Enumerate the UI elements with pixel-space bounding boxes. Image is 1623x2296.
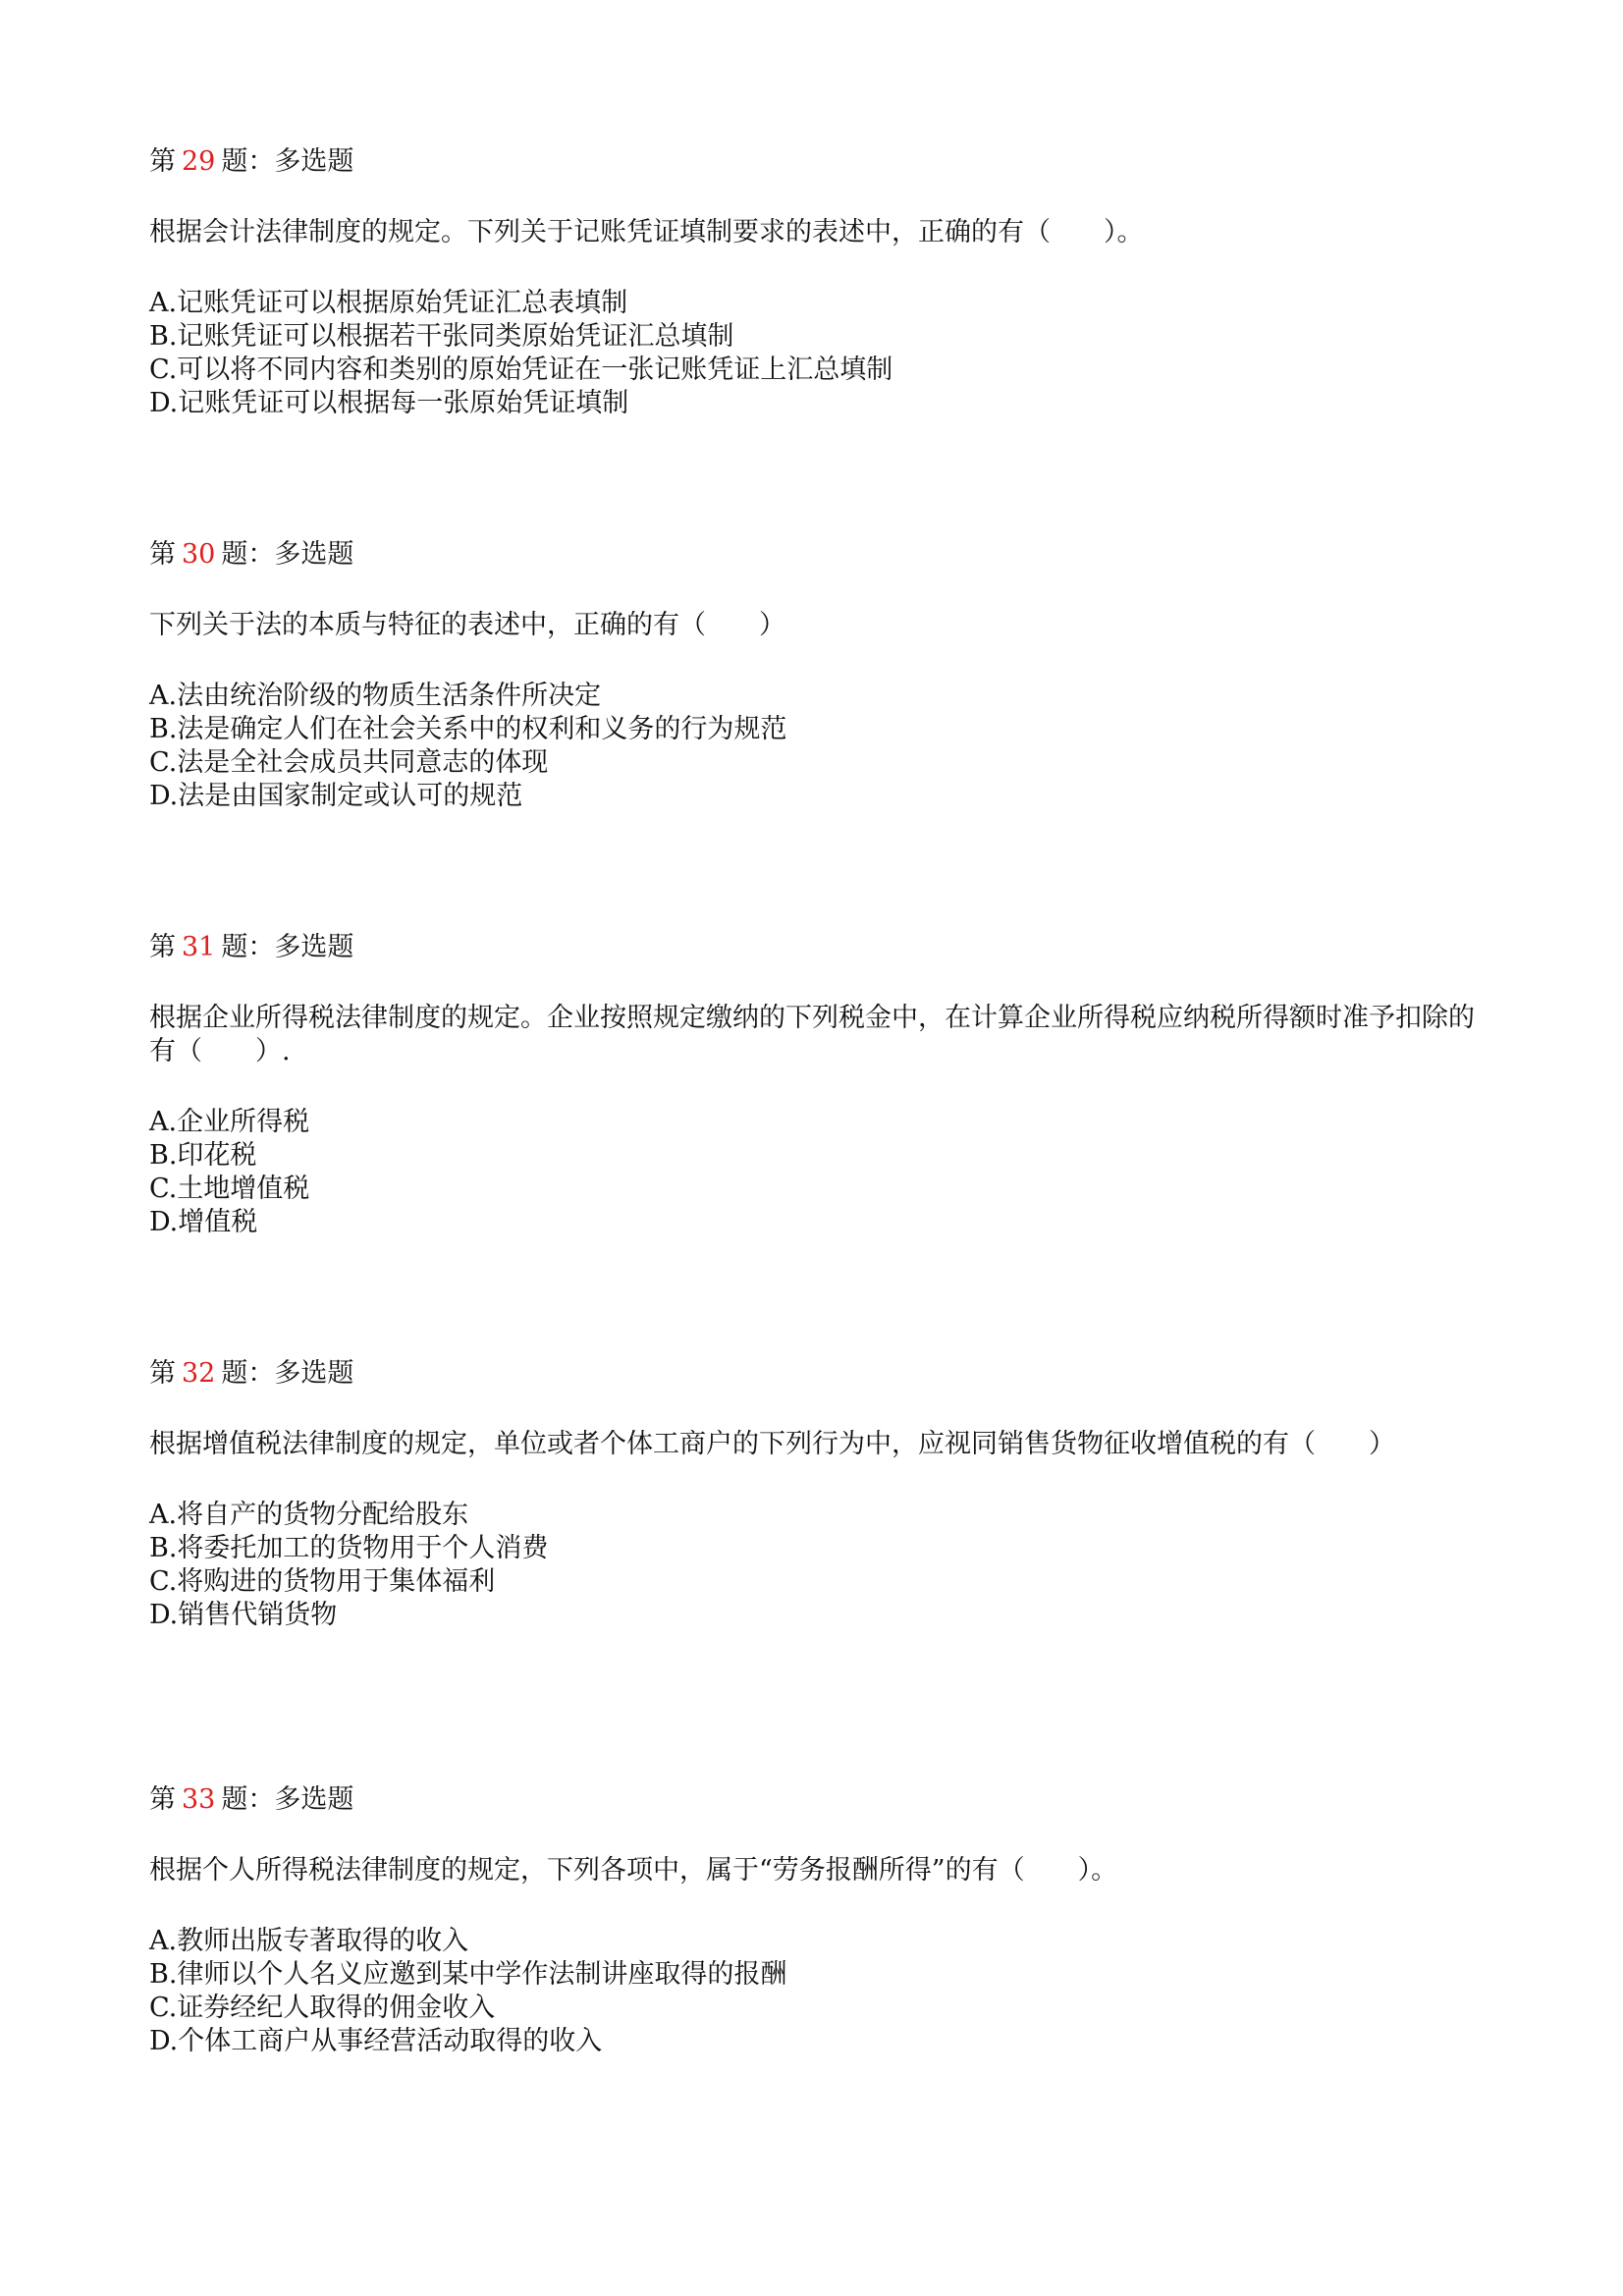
question-header [149,145,1485,179]
question-prefix: 第 [149,1784,176,1815]
option-d: D.法是由国家制定或认可的规范 [149,781,523,811]
option-b: B.律师以个人名义应邀到某中学作法制讲座取得的报酬 [149,1959,787,1990]
question-number: 31 [182,932,216,962]
question-33 [149,1783,1485,2058]
option-list [149,1499,1485,1632]
option-list [149,1106,1485,1239]
option-a: A.教师出版专著取得的收入 [149,1926,469,1956]
option-c: C.法是全社会成员共同意志的体现 [149,747,549,778]
option-c: C.将购进的货物用于集体福利 [149,1566,496,1597]
question-32 [149,1357,1485,1632]
option-list [149,287,1485,420]
question-header [149,538,1485,572]
question-30 [149,538,1485,813]
option-list [149,680,1485,813]
question-prefix: 第 [149,539,176,570]
question-number: 29 [182,146,216,177]
question-stem: 根据会计法律制度的规定。下列关于记账凭证填制要求的表述中，正确的有（ ）。 [149,217,1144,247]
option-d: D.销售代销货物 [149,1600,338,1630]
option-d: D.增值税 [149,1207,258,1237]
question-header [149,1357,1485,1391]
option-c: C.证券经纪人取得的佣金收入 [149,1993,496,2023]
question-prefix: 第 [149,1358,176,1389]
option-d: D.个体工商户从事经营活动取得的收入 [149,2026,603,2056]
option-c: C.可以将不同内容和类别的原始凭证在一张记账凭证上汇总填制 [149,355,893,385]
question-number: 32 [182,1358,216,1389]
question-header [149,931,1485,964]
question-prefix: 第 [149,932,176,962]
option-b: B.将委托加工的货物用于个人消费 [149,1533,549,1563]
question-type: 题：多选题 [221,539,354,570]
question-29 [149,145,1485,420]
question-stem: 下列关于法的本质与特征的表述中，正确的有（ ） [149,610,785,640]
option-b: B.记账凭证可以根据若干张同类原始凭证汇总填制 [149,321,734,352]
option-a: A.记账凭证可以根据原始凭证汇总表填制 [149,288,628,318]
question-stem: 根据增值税法律制度的规定，单位或者个体工商户的下列行为中，应视同销售货物征收增值税的有（ ） [149,1429,1395,1459]
option-a: A.企业所得税 [149,1107,310,1137]
question-number: 30 [182,539,216,570]
question-31 [149,931,1485,1239]
option-a: A.将自产的货物分配给股东 [149,1500,469,1530]
question-header [149,1783,1485,1817]
question-number: 33 [182,1784,216,1815]
option-d: D.记账凭证可以根据每一张原始凭证填制 [149,388,629,418]
question-stem: 根据个人所得税法律制度的规定，下列各项中，属于“劳务报酬所得”的有（ ）。 [149,1855,1118,1886]
question-stem: 根据企业所得税法律制度的规定。企业按照规定缴纳的下列税金中，在计算企业所得税应纳税所得额时准予扣除的有（ ）. [149,1003,1475,1066]
question-type: 题：多选题 [221,1358,354,1389]
question-type: 题：多选题 [221,1784,354,1815]
option-b: B.法是确定人们在社会关系中的权利和义务的行为规范 [149,714,787,744]
option-b: B.印花税 [149,1140,257,1171]
question-type: 题：多选题 [221,932,354,962]
question-prefix: 第 [149,146,176,177]
option-c: C.土地增值税 [149,1174,310,1204]
question-type: 题：多选题 [221,146,354,177]
option-list [149,1925,1485,2058]
option-a: A.法由统治阶级的物质生活条件所决定 [149,681,602,711]
